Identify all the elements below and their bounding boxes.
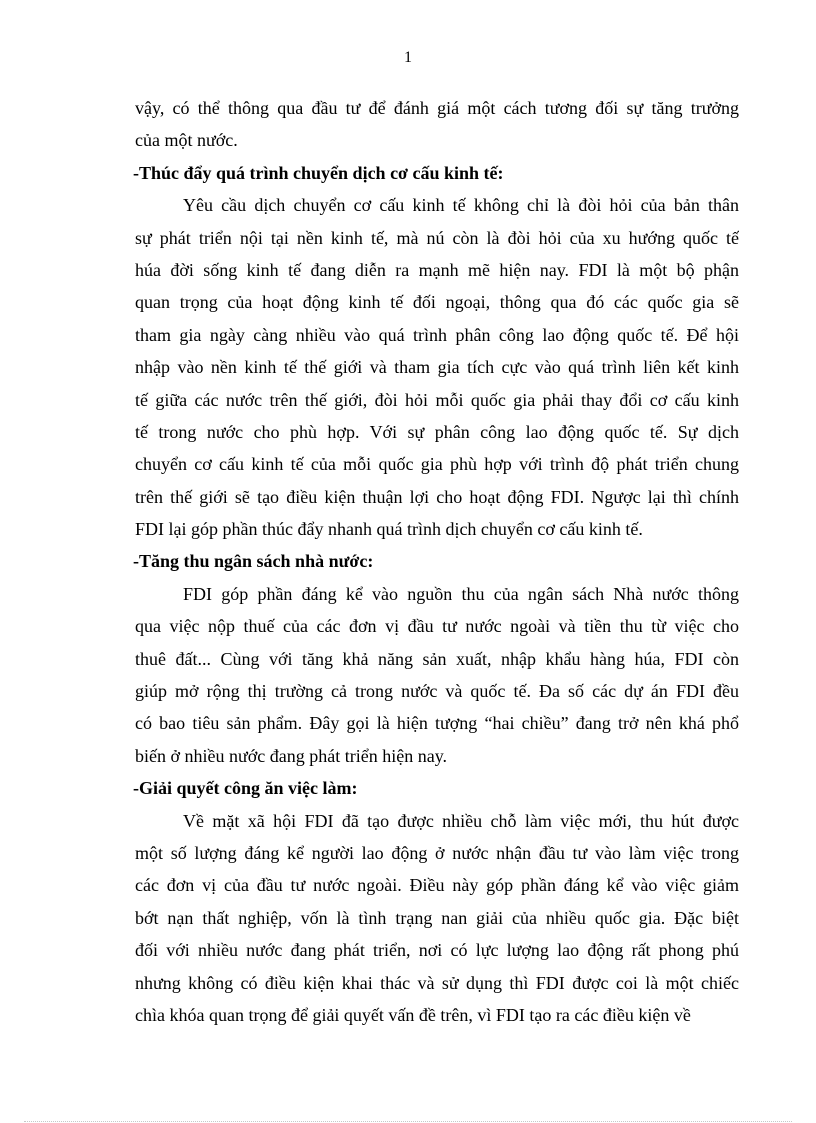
paragraph: [135, 189, 739, 545]
text-line: tham gia ngày càng nhiều vào quá trình phân công lao động quốc tế. Để hội: [135, 324, 739, 345]
text-line: sự phát triển nội tại nền kinh tế, mà nú còn là đòi hỏi của xu hướng quốc tế: [135, 227, 739, 248]
text-line: tế trong nước cho phù hợp. Với sự phân công lao động quốc tế. Sự dịch: [135, 421, 739, 442]
text-line: Về mặt xã hội FDI đã tạo được nhiều chỗ làm việc mới, thu hút được: [183, 810, 739, 831]
text-line: quan trọng của hoạt động kinh tế đối ngoại, thông qua đó các quốc gia sẽ: [135, 292, 739, 313]
text-line: một số lượng đáng kể người lao động ở nước nhận đầu tư vào làm việc trong: [135, 842, 739, 863]
text-line: thuê đất... Cùng với tăng khả năng sản xuất, nhập khẩu hàng húa, FDI còn: [135, 648, 739, 669]
document-body: [135, 92, 739, 1031]
section-heading: -Thúc đẩy quá trình chuyển dịch cơ cấu kinh tế:: [133, 162, 504, 183]
page-bottom-divider: [24, 1121, 792, 1122]
paragraph: [135, 578, 739, 772]
text-line: các đơn vị của đầu tư nước ngoài. Điều này góp phần đáng kể vào việc giảm: [135, 875, 739, 896]
text-line: có bao tiêu sản phẩm. Đây gọi là hiện tượng “hai chiều” đang trở nên khá phổ: [135, 713, 739, 734]
text-line: giúp mở rộng thị trường cả trong nước và quốc tế. Đa số các dự án FDI đều: [135, 681, 739, 702]
page-number: 1: [404, 49, 412, 66]
text-line: vậy, có thể thông qua đầu tư để đánh giá một cách tương đối sự tăng trưởng: [135, 98, 739, 118]
paragraph: [135, 92, 739, 157]
text-line: Yêu cầu dịch chuyển cơ cấu kinh tế không chỉ là đòi hỏi của bản thân: [183, 195, 739, 216]
text-line: tế giữa các nước trên thế giới, đòi hỏi mỗi quốc gia phải thay đổi cơ cấu kinh: [135, 389, 739, 410]
text-line: bớt nạn thất nghiệp, vốn là tình trạng nan giải của nhiều quốc gia. Đặc biệt: [135, 907, 739, 928]
text-line: chuyển cơ cấu kinh tế của mỗi quốc gia phù hợp với trình độ phát triển chung: [135, 454, 739, 475]
text-line: biến ở nhiều nước đang phát triển hiện nay.: [135, 745, 448, 766]
text-line: FDI lại góp phần thúc đẩy nhanh quá trình dịch chuyển cơ cấu kinh tế.: [135, 519, 643, 540]
section-heading: -Tăng thu ngân sách nhà nước:: [133, 551, 374, 572]
text-line: đối với nhiều nước đang phát triển, nơi có lực lượng lao động rất phong phú: [135, 940, 739, 961]
paragraph: [135, 805, 739, 1032]
text-line: trên thế giới sẽ tạo điều kiện thuận lợi cho hoạt động FDI. Ngược lại thì chính: [135, 486, 739, 507]
text-line: của một nước.: [135, 130, 238, 151]
text-line: húa đời sống kinh tế đang diễn ra mạnh mẽ hiện nay. FDI là một bộ phận: [135, 259, 739, 280]
text-line: FDI góp phần đáng kể vào nguồn thu của ngân sách Nhà nước thông: [183, 583, 739, 604]
text-line: chìa khóa quan trọng để giải quyết vấn đề trên, vì FDI tạo ra các điều kiện về: [135, 1004, 691, 1025]
text-line: nhập vào nền kinh tế thế giới và tham gia tích cực vào quá trình liên kết kinh: [135, 357, 739, 378]
section-heading: -Giải quyết công ăn việc làm:: [133, 778, 358, 799]
text-line: qua việc nộp thuế của các đơn vị đầu tư nước ngoài và tiền thu từ việc cho: [135, 616, 739, 637]
text-line: nhưng không có điều kiện khai thác và sử dụng thì FDI được coi là một chiếc: [135, 972, 739, 993]
